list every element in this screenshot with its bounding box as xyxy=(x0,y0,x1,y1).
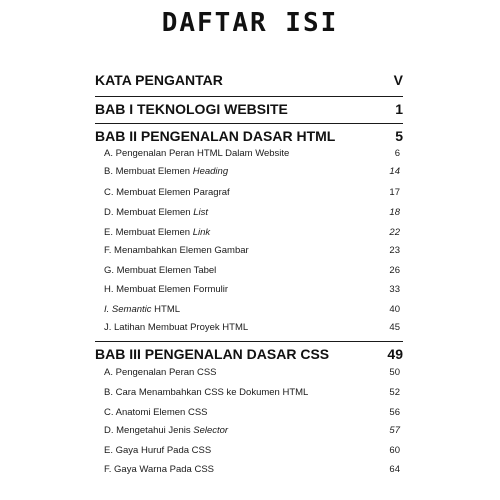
toc-section-item[interactable] xyxy=(104,227,400,245)
toc-chapter-label: KATA PENGANTAR xyxy=(95,72,223,88)
toc-page-number: 14 xyxy=(389,166,400,177)
toc-chapter-bab-2[interactable] xyxy=(95,123,403,148)
toc-page-number: 60 xyxy=(389,445,400,456)
toc-section-item[interactable] xyxy=(104,207,400,225)
toc-chapter-bab-1[interactable] xyxy=(95,96,403,121)
toc-section-label: E. Gaya Huruf Pada CSS xyxy=(104,445,212,456)
toc-section-item[interactable] xyxy=(104,245,400,263)
toc-chapter-label: BAB III PENGENALAN DASAR CSS xyxy=(95,346,330,362)
toc-section-label: I. Semantic HTML xyxy=(104,304,181,315)
toc-section-item[interactable] xyxy=(104,445,400,463)
toc-section-item[interactable] xyxy=(104,387,400,405)
toc-section-item[interactable] xyxy=(104,304,400,322)
toc-section-label: J. Latihan Membuat Proyek HTML xyxy=(104,322,249,333)
toc-page-number: 1 xyxy=(395,101,403,117)
toc-page-number: V xyxy=(393,72,403,88)
toc-chapter-label: BAB I TEKNOLOGI WEBSITE xyxy=(95,101,288,117)
toc-chapter-kata-pengantar[interactable] xyxy=(95,72,403,92)
toc-page-number: 33 xyxy=(389,284,400,295)
page-title: DAFTAR ISI xyxy=(161,8,339,38)
toc-section-item[interactable] xyxy=(104,148,400,166)
toc-chapter-label: BAB II PENGENALAN DASAR HTML xyxy=(95,128,336,144)
toc-section-item[interactable] xyxy=(104,367,400,385)
toc-page-number: 57 xyxy=(389,425,400,436)
toc-page-number: 64 xyxy=(389,464,400,475)
toc-page-number: 45 xyxy=(389,322,400,333)
toc-section-label: B. Membuat Elemen Heading xyxy=(104,166,229,177)
toc-page-number: 18 xyxy=(389,207,400,218)
toc-page-number: 49 xyxy=(387,346,403,362)
toc-section-item[interactable] xyxy=(104,322,400,340)
toc-section-item[interactable] xyxy=(104,407,400,425)
toc-section-label: G. Membuat Elemen Tabel xyxy=(104,265,217,276)
toc-chapter-bab-3[interactable] xyxy=(95,341,403,366)
toc-section-item[interactable] xyxy=(104,187,400,205)
toc-page-number: 22 xyxy=(389,227,400,238)
toc-section-item[interactable] xyxy=(104,464,400,482)
toc-page-number: 26 xyxy=(389,265,400,276)
toc-section-label: H. Membuat Elemen Formulir xyxy=(104,284,229,295)
toc-section-item[interactable] xyxy=(104,284,400,302)
toc-section-label: D. Membuat Elemen List xyxy=(104,207,209,218)
toc-section-item[interactable] xyxy=(104,265,400,283)
toc-page-number: 50 xyxy=(389,367,400,378)
toc-page-number: 52 xyxy=(389,387,400,398)
toc-section-label: F. Menambahkan Elemen Gambar xyxy=(104,245,249,256)
toc-page-number: 56 xyxy=(389,407,400,418)
toc-page-number: 17 xyxy=(389,187,400,198)
toc-section-label: D. Mengetahui Jenis Selector xyxy=(104,425,229,436)
toc-section-item[interactable] xyxy=(104,425,400,443)
toc-section-label: A. Pengenalan Peran CSS xyxy=(104,367,217,378)
toc-page-number: 6 xyxy=(394,148,400,159)
toc-section-label: E. Membuat Elemen Link xyxy=(104,227,211,238)
toc-section-label: A. Pengenalan Peran HTML Dalam Website xyxy=(104,148,290,159)
toc-section-label: B. Cara Menambahkan CSS ke Dokumen HTML xyxy=(104,387,309,398)
toc-page-number: 23 xyxy=(389,245,400,256)
toc-section-item[interactable] xyxy=(104,166,400,184)
toc-section-label: C. Anatomi Elemen CSS xyxy=(104,407,208,418)
toc-page-number: 40 xyxy=(389,304,400,315)
toc-section-label: C. Membuat Elemen Paragraf xyxy=(104,187,230,198)
toc-section-label: F. Gaya Warna Pada CSS xyxy=(104,464,215,475)
toc-page-number: 5 xyxy=(395,128,403,144)
